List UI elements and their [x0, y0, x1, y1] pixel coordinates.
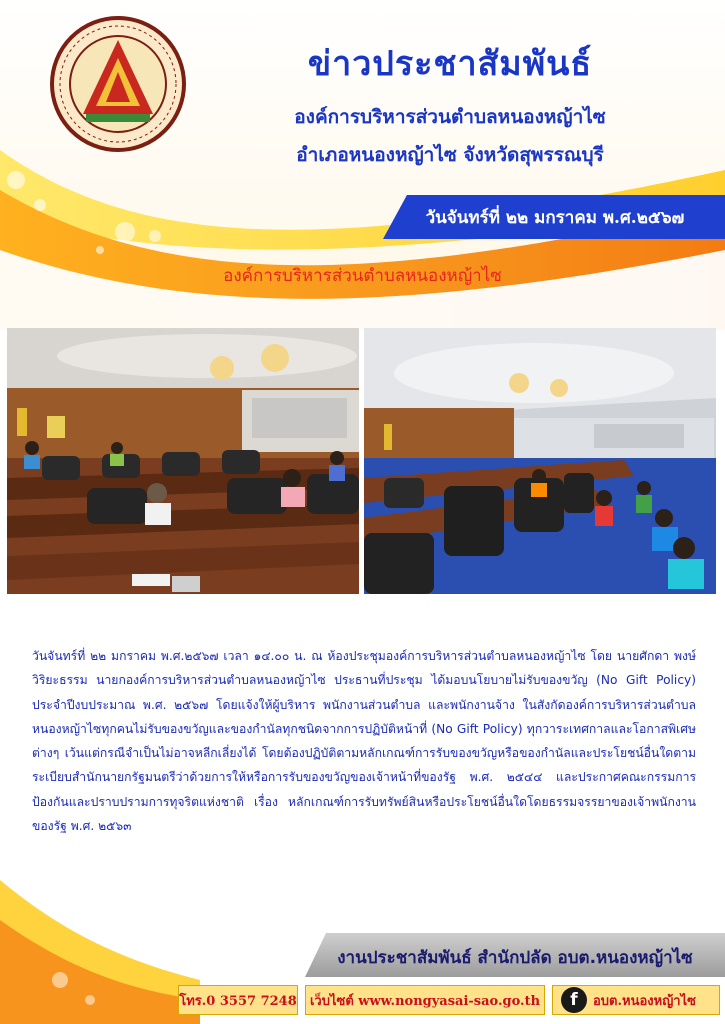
contact-phone — [178, 985, 298, 1015]
section-heading: องค์การบริหารส่วนตำบลหนองหญ้าไซ — [223, 266, 502, 286]
organization-seal-icon — [48, 14, 188, 154]
meeting-room-photo-2 — [364, 328, 716, 594]
facebook-icon: f — [561, 987, 587, 1013]
website-link[interactable]: เว็บไซต์ www.nongyasai-sao.go.th — [309, 993, 541, 1009]
meeting-room-photo-1 — [7, 328, 359, 594]
organization-name: องค์การบริหารส่วนตำบลหนองหญ้าไซ — [294, 106, 606, 128]
contact-website[interactable] — [305, 985, 545, 1015]
footer-decoration — [0, 840, 200, 1024]
news-body-paragraph: วันจันทร์ที่ ๒๒ มกราคม พ.ศ.๒๕๖๗ เวลา ๑๔.๐๐ น. ณ ห้องประชุมองค์การบริหารส่วนตำบลหนองหญ้าไซ โดย นายศักดา พงษ์วิริยะธรรม นายกองค์การบริหารส่วนตำบลหนองหญ้าไซ ประธานที่ประชุม ได้มอบนโยบายไม่รับของขวัญ (No Gift Policy) ประจำปีงบประมาณ พ.ศ. ๒๕๖๗ โดยแจ้งให้ผู้บริหาร พนักงานส่วนตำบล และพนักงานจ้าง ในสังกัดองค์การบริหารส่วนตำบลหนองหญ้าไซทุกคนไม่รับของขวัญและของกำนัลทุกชนิดจากการปฏิบัติหน้าที่ (No Gift Policy) ทุกวาระเทศกาลและโอกาสพิเศษต่างๆ เว้นแต่กรณีจำเป็นไม่อาจหลีกเลี่ยงได้ โดยต้องปฏิบัติตามหลักเกณฑ์การรับของขวัญหรือของกำนัลและประโยชน์อื่นใดตามระเบียบสำนักนายกรัฐมนตรีว่าด้วยการให้หรือการรับของขวัญของเจ้าหน้าที่ของรัฐ พ.ศ. ๒๕๔๔ และประกาศคณะกรรมการป้องกันและปราบปรามการทุจริตแห่งชาติ เรื่อง หลักเกณฑ์การรับทรัพย์สินหรือประโยชน์อื่นใดโดยธรรมจรรยาของเจ้าพนักงานของรัฐ พ.ศ. ๒๕๖๓ — [32, 649, 696, 834]
facebook-page-name[interactable]: อบต.หนองหญ้าไซ — [593, 993, 696, 1009]
contact-facebook[interactable] — [552, 985, 720, 1015]
district-name: อำเภอหนองหญ้าไซ จังหวัดสุพรรณบุรี — [296, 144, 604, 166]
page-title: ข่าวประชาสัมพันธ์ — [307, 44, 593, 84]
footer-department: งานประชาสัมพันธ์ สำนักปลัด อบต.หนองหญ้าไซ — [337, 948, 693, 968]
publish-date: วันจันทร์ที่ ๒๒ มกราคม พ.ศ.๒๕๖๗ — [425, 208, 685, 228]
phone-number: โทร.0 3557 7248 — [179, 993, 297, 1009]
